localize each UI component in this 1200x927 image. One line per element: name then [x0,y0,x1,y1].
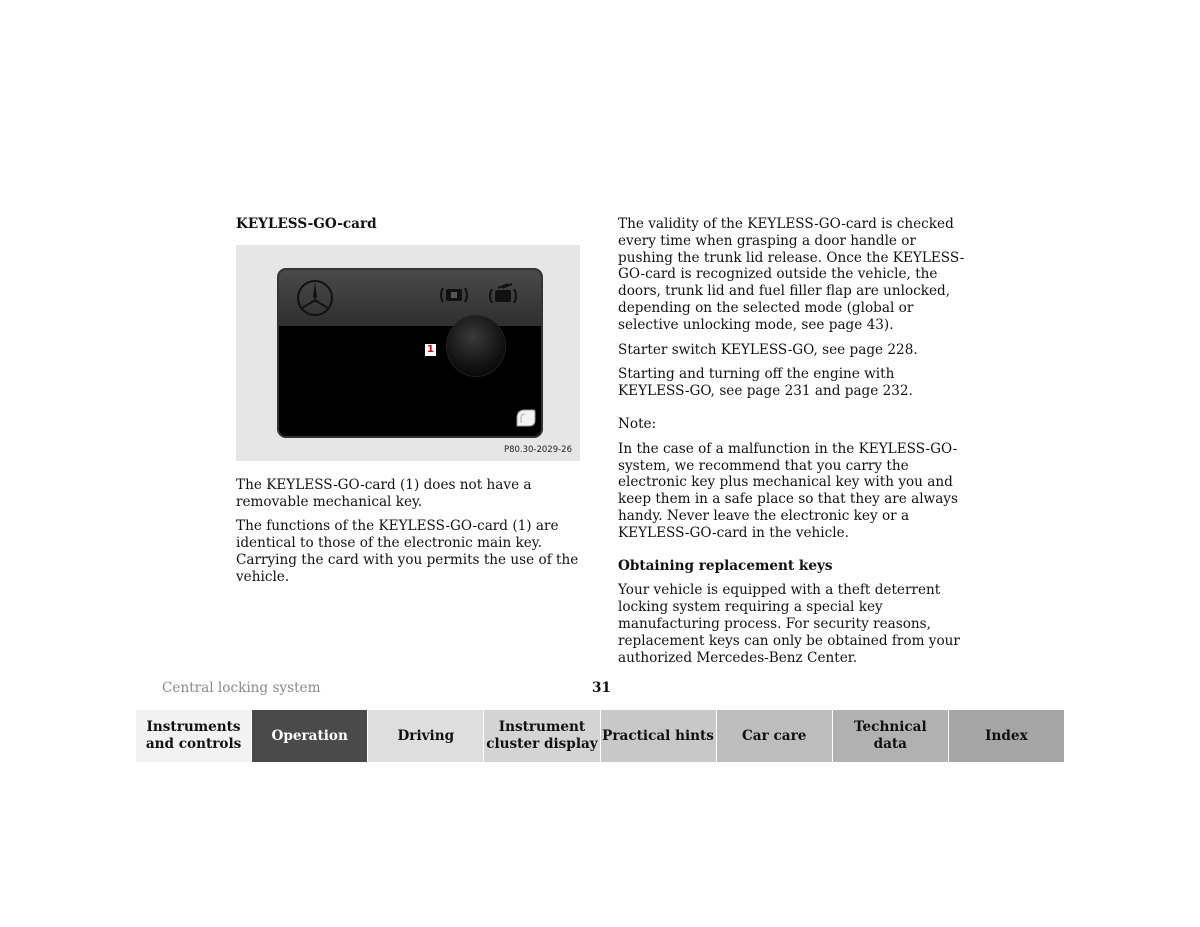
chapter-nav [136,710,1064,762]
lock-icon [437,284,471,306]
keyless-go-card-figure [236,245,580,461]
mechanical-key-icon [513,406,537,430]
body-paragraph: Starting and turning off the engine with KEYLESS-GO, see page 231 and page 232. [618,366,913,400]
page-number: 31 [592,680,611,696]
body-paragraph: The validity of the KEYLESS-GO-card is checked every time when grasping a door handle or pushing the trunk lid release. Once the KEYLESS-GO-card is recognized outside the vehicle, the doors, trunk lid and fuel filler flap are unlocked, depending on the selected mode (global or selective unlocking mode, see page 43). [618,216,965,333]
subheading: Obtaining replacement keys [618,557,833,574]
body-paragraph: Starter switch KEYLESS-GO, see page 228. [618,341,918,358]
three-pointed-star-icon [295,278,335,318]
section-heading: KEYLESS-GO-card [236,216,377,232]
note-label: Note: [618,415,657,432]
nav-tab-driving[interactable]: Driving [368,710,484,762]
left-column [236,216,580,594]
unlock-icon [485,282,521,306]
body-paragraph: Your vehicle is equipped with a theft deterrent locking system requiring a special key manufacturing process. For security reasons, replacement keys can only be obtained from your authorized Mercedes-Benz Center. [618,582,960,666]
note-text: In the case of a malfunction in the KEYLESS-GO-system, we recommend that you carry the electronic key plus mechanical key with you and keep them in a safe place so that they are always handy. Never leave the electronic key or a KEYLESS-GO-card in the vehicle. [618,440,958,541]
nav-tab-practical-hints[interactable]: Practical hints [601,710,717,762]
figure-code: P80.30-2029-26 [503,445,572,455]
nav-tab-index[interactable]: Index [949,710,1064,762]
callout-number: 1 [425,344,436,356]
nav-tab-operation[interactable]: Operation [252,710,368,762]
keyless-go-card [277,268,543,438]
body-paragraph: The functions of the KEYLESS-GO-card (1) are identical to those of the electronic main key. Carrying the card with you permits the use of the vehicle. [236,518,579,585]
nav-tab-instruments-and-controls[interactable]: Instruments and controls [136,710,252,762]
nav-tab-instrument-cluster-display[interactable]: Instrument cluster display [484,710,600,762]
body-paragraph: The KEYLESS-GO-card (1) does not have a removable mechanical key. [236,476,532,510]
nav-tab-technical-data[interactable]: Technical data [833,710,949,762]
footer-section-title: Central locking system [162,680,321,696]
right-column [618,216,970,674]
card-button [447,316,505,376]
nav-tab-car-care[interactable]: Car care [717,710,833,762]
